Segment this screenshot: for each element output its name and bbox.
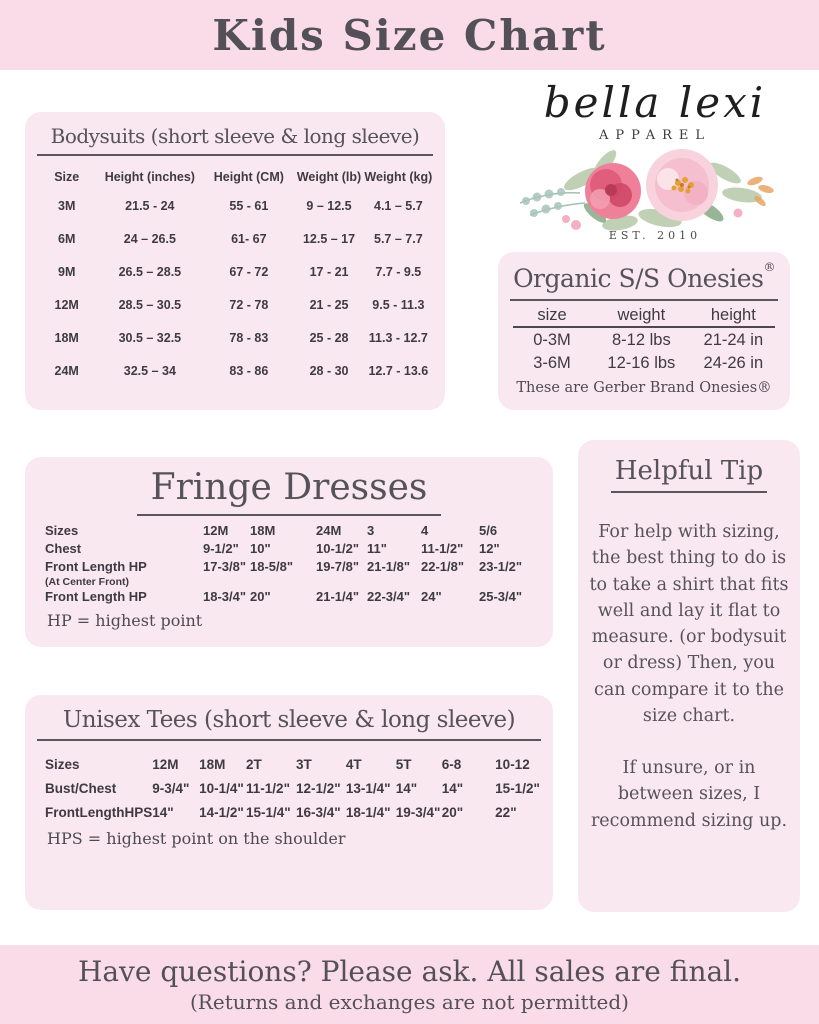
table-cell: 9.5 - 11.3 [372, 298, 425, 312]
table-cell: 15-1/4" [246, 805, 291, 820]
table-row [513, 351, 776, 374]
table-cell: 18-3/4" [203, 589, 247, 604]
table-cell: 22" [495, 805, 517, 820]
table-cell: 28 - 30 [309, 364, 349, 378]
watercolor-flowers-icon [510, 143, 800, 233]
table-row [45, 777, 553, 801]
table-cell: 25 - 28 [309, 331, 349, 345]
table-cell: 14" [441, 781, 464, 796]
table-cell: 9-1/2" [203, 541, 239, 556]
table-cell: 21-24 in [703, 331, 764, 349]
table-cell: 14-1/2" [199, 805, 244, 820]
helpful-tip-panel [578, 440, 800, 912]
table-cell: 21 - 25 [309, 298, 349, 312]
table-row [37, 190, 433, 223]
table-cell: 24-26 in [703, 354, 764, 372]
table-cell: 11" [367, 541, 387, 556]
table-cell: 10" [250, 541, 271, 556]
table-cell: 7.7 - 9.5 [375, 265, 422, 279]
helpful-tip-body [588, 519, 790, 834]
table-cell: 5/6 [479, 523, 498, 538]
column-header: Height (inches) [104, 170, 195, 184]
table-cell: 24M [54, 364, 79, 378]
table-cell: Front Length HP [45, 589, 147, 604]
table-cell: 30.5 – 32.5 [118, 331, 182, 345]
table-row [45, 522, 535, 540]
onesies-table-header [513, 306, 776, 327]
table-cell: 18M [250, 523, 276, 538]
onesies-note: These are Gerber Brand Onesies® [516, 380, 772, 396]
table-row [45, 801, 553, 825]
column-header: Height (CM) [213, 170, 284, 184]
table-cell: 72 - 78 [229, 298, 269, 312]
table-cell: 21-1/4" [316, 589, 360, 604]
table-cell: 9 – 12.5 [306, 199, 352, 213]
table-cell: 22-1/8" [421, 559, 465, 574]
table-cell: 24" [421, 589, 442, 604]
tees-title: Unisex Tees (short sleeve & long sleeve) [37, 707, 541, 741]
table-cell: 9-3/4" [152, 781, 190, 796]
tees-note: HPS = highest point on the shoulder [47, 829, 346, 848]
table-cell: 55 - 61 [229, 199, 269, 213]
table-cell: 67 - 72 [229, 265, 269, 279]
onesies-table [513, 306, 776, 374]
table-cell: 14" [152, 805, 174, 820]
table-cell: 15-1/2" [495, 781, 540, 796]
table-cell: 12.5 – 17 [302, 232, 356, 246]
column-header: weight [591, 306, 691, 327]
table-cell [316, 576, 367, 588]
bodysuits-title: Bodysuits (short sleeve & long sleeve) [37, 124, 433, 156]
table-row [513, 327, 776, 351]
table-cell: 24 – 26.5 [123, 232, 176, 246]
table-cell: 18M [54, 331, 79, 345]
table-cell: 22-3/4" [367, 589, 411, 604]
page-title: Kids Size Chart [212, 10, 607, 60]
fringe-dresses-panel [25, 457, 553, 647]
table-cell: 25-3/4" [479, 589, 523, 604]
bodysuits-table [37, 162, 433, 388]
column-header: Weight (lb) [296, 170, 362, 184]
table-cell: 20" [441, 805, 464, 820]
table-cell: 26.5 – 28.5 [118, 265, 182, 279]
table-cell: 5.7 – 7.7 [374, 232, 423, 246]
table-cell: 83 - 86 [229, 364, 269, 378]
table-cell: 12.7 - 13.6 [368, 364, 429, 378]
table-cell: 78 - 83 [229, 331, 269, 345]
table-cell: 6-8 [441, 757, 462, 772]
fringe-title-wrap [25, 467, 553, 516]
table-cell: 4.1 – 5.7 [374, 199, 423, 213]
tees-table-body [45, 753, 553, 825]
table-cell [250, 576, 316, 588]
table-cell: 18M [199, 757, 226, 772]
table-cell: 11.3 - 12.7 [368, 331, 428, 345]
bodysuits-table-body [37, 190, 433, 388]
footer-line1: Have questions? Please ask. All sales are final. [77, 955, 742, 988]
registered-mark: ® [763, 260, 775, 274]
table-cell: 61- 67 [231, 232, 267, 246]
table-cell: 10-1/4" [199, 781, 244, 796]
table-cell [367, 576, 421, 588]
table-row [37, 223, 433, 256]
onesies-title-text: Organic S/S Onesies [513, 264, 764, 293]
table-row [37, 256, 433, 289]
table-cell: 19-3/4" [395, 805, 441, 820]
onesies-table-body [513, 327, 776, 374]
column-header: Weight (kg) [364, 170, 433, 184]
table-cell: 4 [421, 523, 429, 538]
table-row [45, 576, 535, 588]
table-cell: Sizes [45, 523, 79, 538]
brand-logo [505, 80, 805, 242]
table-cell: 20" [250, 589, 271, 604]
table-cell: 3M [58, 199, 76, 213]
bodysuits-table-header [37, 162, 433, 190]
table-cell: Front Length HP [45, 559, 147, 574]
table-cell: 12-16 lbs [607, 354, 676, 372]
table-cell: 3T [295, 757, 312, 772]
brand-name: bella lexi [543, 78, 767, 127]
table-cell: 23-1/2" [479, 559, 523, 574]
table-cell: (At Center Front) [45, 576, 129, 588]
table-cell: 32.5 – 34 [123, 364, 176, 378]
bodysuits-panel [25, 112, 445, 410]
table-cell: 12" [479, 541, 500, 556]
table-cell: 12M [54, 298, 79, 312]
table-cell: Chest [45, 541, 82, 556]
table-cell: Bust/Chest [45, 781, 117, 796]
footer-line2: (Returns and exchanges are not permitted) [190, 990, 629, 1014]
table-row [45, 588, 535, 606]
table-row [37, 322, 433, 355]
table-cell: Sizes [45, 757, 80, 772]
table-cell: 0-3M [533, 331, 571, 349]
table-cell: 12-1/2" [295, 781, 341, 796]
table-cell: 6M [58, 232, 76, 246]
table-cell: 4T [345, 757, 362, 772]
onesies-title [510, 260, 778, 301]
table-cell: 10-1/2" [316, 541, 360, 556]
table-row [45, 540, 535, 558]
fringe-title: Fringe Dresses [137, 467, 442, 516]
fringe-table [45, 522, 535, 606]
column-header: Size [54, 170, 80, 184]
table-cell: 19-7/8" [316, 559, 360, 574]
unisex-tees-panel [25, 695, 553, 910]
table-cell: 24M [316, 523, 342, 538]
table-cell: 2T [246, 757, 262, 772]
top-banner [0, 0, 819, 70]
table-cell: 8-12 lbs [612, 331, 671, 349]
table-row [45, 558, 535, 576]
table-cell: 3-6M [533, 354, 571, 372]
fringe-note: HP = highest point [47, 611, 203, 630]
table-cell: 17-3/8" [203, 559, 247, 574]
table-cell: 17 - 21 [309, 265, 349, 279]
table-row [45, 753, 553, 777]
table-cell [479, 576, 535, 588]
table-cell: 11-1/2" [246, 781, 290, 796]
table-cell: 13-1/4" [345, 781, 391, 796]
table-cell [421, 576, 479, 588]
table-cell: 10-12 [495, 757, 530, 772]
table-cell: 16-3/4" [295, 805, 341, 820]
column-header: size [513, 306, 592, 327]
table-cell [203, 576, 250, 588]
table-cell: 12M [203, 523, 229, 538]
tees-table [45, 753, 553, 825]
table-cell: 12M [152, 757, 179, 772]
helpful-tip-title: Helpful Tip [611, 456, 767, 493]
table-cell: 14" [395, 781, 418, 796]
table-row [37, 289, 433, 322]
table-cell: 28.5 – 30.5 [118, 298, 182, 312]
brand-subtitle: APPAREL [599, 128, 711, 144]
tip-title-wrap [578, 456, 800, 493]
brand-established: EST. 2010 [608, 229, 702, 243]
bottom-banner [0, 945, 819, 1024]
table-cell: 5T [395, 757, 412, 772]
fringe-table-body [45, 522, 535, 606]
column-header: height [691, 306, 775, 327]
tip-paragraph: If unsure, or in between sizes, I recommend sizing up. [590, 758, 788, 831]
table-cell: 18-5/8" [250, 559, 294, 574]
table-cell: 11-1/2" [421, 541, 464, 556]
table-cell: 3 [367, 523, 375, 538]
onesies-panel [498, 252, 790, 410]
table-cell: FrontLengthHPS [45, 805, 153, 820]
table-cell: 9M [58, 265, 76, 279]
table-cell: 21.5 - 24 [125, 199, 175, 213]
table-cell: 18-1/4" [345, 805, 391, 820]
tip-paragraph: For help with sizing, the best thing to do is to take a shirt that fits well and lay it flat to measure. (or bodysuit or dress) Then, you can compare it to the size chart. [589, 522, 789, 726]
table-row [37, 355, 433, 388]
table-cell: 21-1/8" [367, 559, 411, 574]
